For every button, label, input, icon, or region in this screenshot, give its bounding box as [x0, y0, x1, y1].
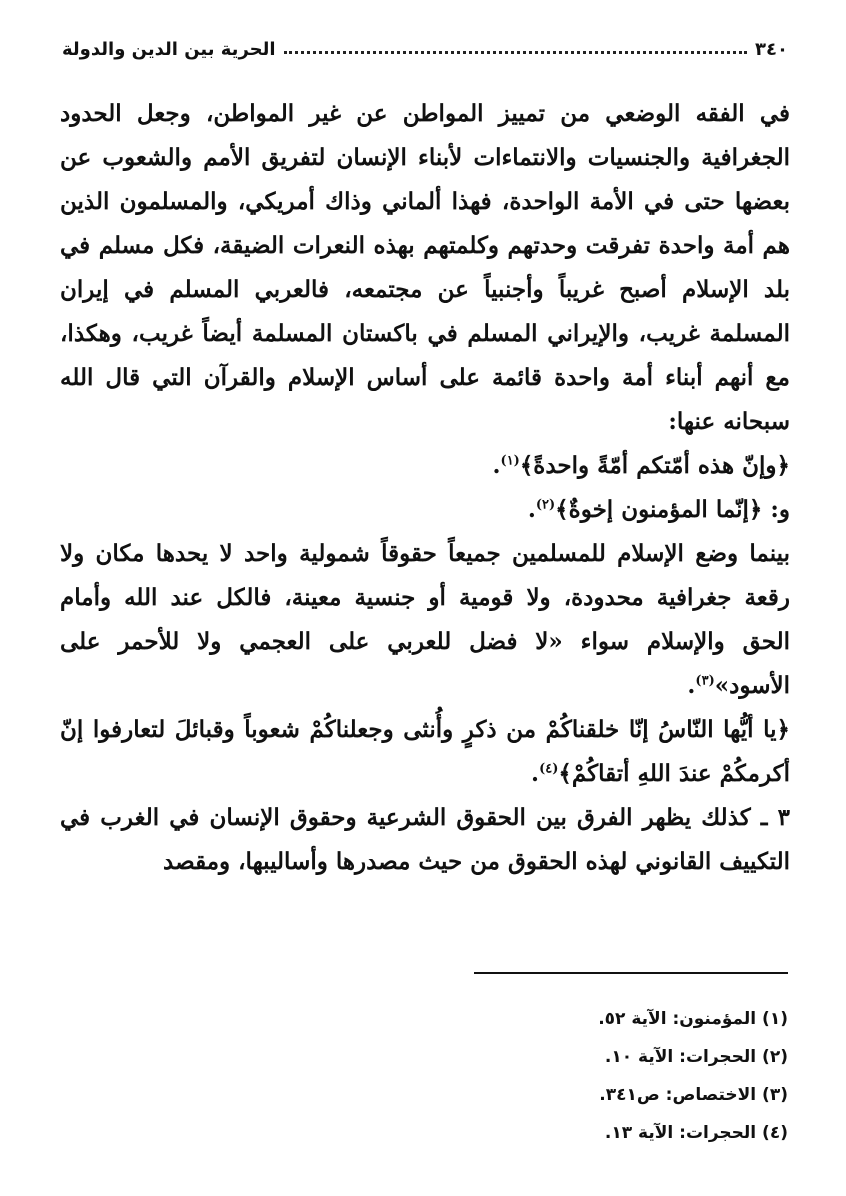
paragraph-3: ٣ ـ كذلك يظهر الفرق بين الحقوق الشرعية وحقوق الإنسان في الغرب في التكييف القانوني لهذه الحقوق من حيث مصدرها وأساليبها، ومقصد	[60, 804, 790, 875]
footnote-ref-3: (٣)	[695, 673, 715, 689]
paragraph-2-text: بينما وضع الإسلام للمسلمين جميعاً حقوقاً شمولية واحد لا يحدها مكان ولا رقعة جغرافية محدودة، ولا قومية أو جنسية معينة، فالكل عند الله وأمام الحق والإسلام سواء «لا فضل للعربي على العجمي ولا للأحمر على الأسود»	[60, 540, 790, 699]
verse-3-text: ﴿يا أيُّها النّاسُ إنّا خلقناكُمْ من ذكرٍ وأُنثى وجعلناكُمْ شعوباً وقبائلَ لتعارفوا إنّ أكرمكُمْ عندَ اللهِ أتقاكُمْ﴾	[60, 716, 790, 787]
verse-3-end: .	[531, 760, 540, 787]
main-text	[60, 92, 790, 884]
verse-2-prefix: و:	[762, 496, 790, 523]
quran-verse-2	[60, 488, 790, 532]
footnote-2: (٢) الحجرات: الآية ١٠.	[604, 1047, 788, 1067]
footnote-ref-4: (٤)	[539, 761, 559, 777]
paragraph-2	[60, 532, 790, 708]
footnote-4: (٤) الحجرات: الآية ١٣.	[604, 1123, 788, 1143]
running-header	[62, 32, 788, 60]
page-number: ٣٤٠	[755, 39, 788, 60]
quran-verse-3	[60, 708, 790, 796]
verse-2-end: .	[527, 496, 536, 523]
footnote-ref-2: (٢)	[535, 497, 556, 513]
footnote-ref-1: (١)	[500, 453, 520, 469]
paragraph-1: في الفقه الوضعي من تمييز المواطن عن غير المواطن، وجعل الحدود الجغرافية والجنسيات والانتماءات لأبناء الإنسان لتفريق الأمم والشعوب عن بعضها حتى في الأمة الواحدة، فهذا ألماني وذاك أمريكي، والمسلمون الذين هم أمة واحدة تفرقت وحدتهم وكلمتهم بهذه النعرات الضيقة، فكل مسلم في بلد الإسلام أصبح غريباً وأجنبياً عن مجتمعه، فالعربي المسلم في إيران المسلمة غريب، والإيراني المسلم في باكستان المسلمة أيضاً غريب، وهكذا، مع أنهم أبناء أمة واحدة قائمة على أساس الإسلام والقرآن التي قال الله سبحانه عنها:	[60, 100, 790, 435]
verse-1-text: ﴿وإنّ هذه أمّتكم أمّةً واحدةً﴾	[519, 452, 790, 479]
footnote-1: (١) المؤمنون: الآية ٥٢.	[598, 1009, 788, 1029]
footnote-3: (٣) الاختصاص: ص٣٤١.	[599, 1085, 788, 1105]
book-title: الحرية بين الدين والدولة	[62, 39, 276, 60]
footnote-separator	[474, 972, 788, 974]
quran-verse-1	[60, 444, 790, 488]
footnotes	[60, 1000, 788, 1152]
verse-2-text: ﴿إنّما المؤمنون إخوةٌ﴾	[555, 496, 763, 523]
header-dotted-leader	[284, 51, 747, 54]
paragraph-2-end: .	[687, 672, 696, 699]
verse-1-end: .	[492, 452, 501, 479]
